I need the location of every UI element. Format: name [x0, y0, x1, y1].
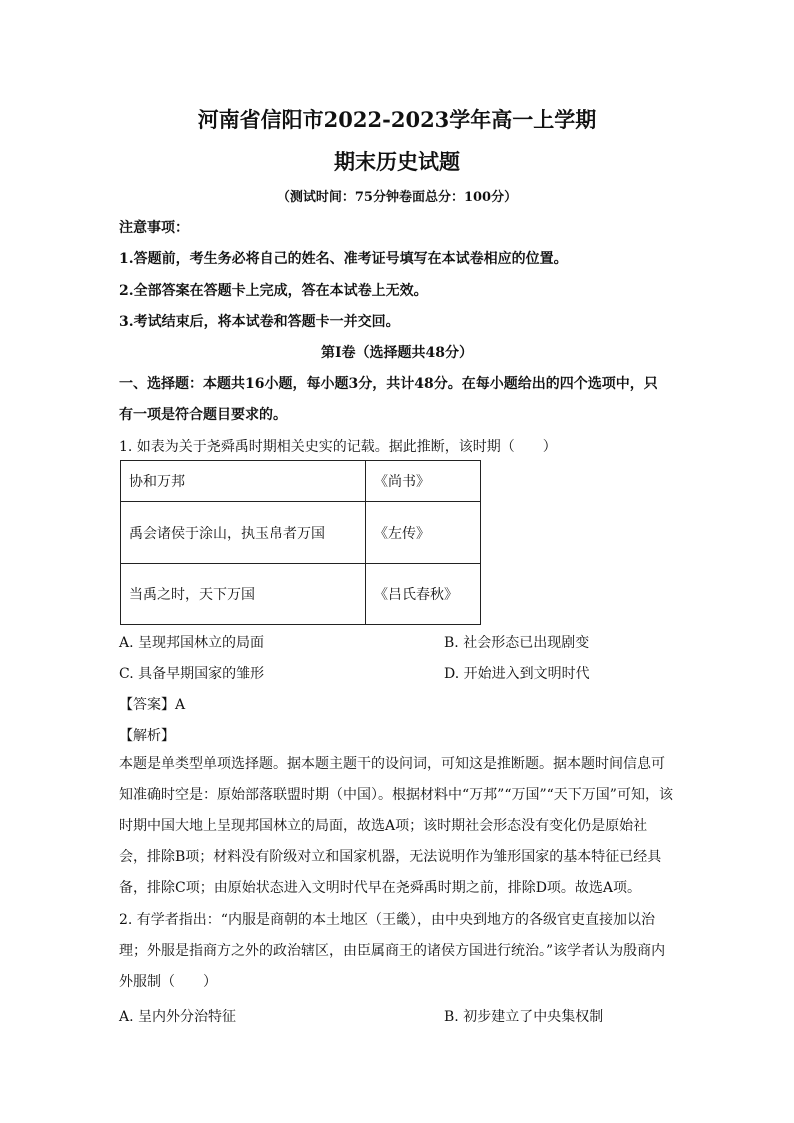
question-1-analysis: [119, 749, 677, 904]
question-2-option-a: A. 呈内外分治特征: [119, 1009, 237, 1025]
notice-item: 1.答题前，考生务必将自己的姓名、准考证号填写在本试卷相应的位置。: [119, 251, 568, 267]
analysis-line: 会，排除B项；材料没有阶级对立和国家机器，无法说明作为雏形国家的基本特征已经具: [119, 849, 662, 865]
question-1-answer: 【答案】A: [119, 697, 186, 713]
question-1-option-a: A. 呈现邦国林立的局面: [119, 635, 265, 651]
notice-item: 3.考试结束后，将本试卷和答题卡一并交回。: [119, 314, 400, 330]
stem-line: 外服制（ ）: [119, 974, 217, 990]
question-2-option-b: B. 初步建立了中央集权制: [444, 1009, 604, 1025]
question-1-option-d: D. 开始进入到文明时代: [444, 666, 590, 682]
section-instruction: 有一项是符合题目要求的。: [119, 407, 287, 423]
exam-info: （测试时间：75分钟卷面总分：100分）: [276, 190, 518, 205]
analysis-line: 知准确时空是：原始部落联盟时期（中国）。根据材料中“万邦”“万国”“天下万国”可知，该: [119, 787, 673, 803]
table-cell-source: 《左传》: [366, 502, 481, 564]
question-1-analysis-heading: 【解析】: [119, 728, 175, 744]
question-1-option-b: B. 社会形态已出现剧变: [444, 635, 590, 651]
question-2-stem: [119, 905, 677, 998]
page-title-line2: 期末历史试题: [334, 149, 460, 174]
table-cell-record: 协和万邦: [121, 461, 366, 502]
table-cell-source: 《吕氏春秋》: [366, 564, 481, 625]
question-1-table: [120, 460, 481, 625]
table-cell-record: 当禹之时，天下万国: [121, 564, 366, 625]
table-cell-record: 禹会诸侯于涂山，执玉帛者万国: [121, 502, 366, 564]
table-row: [121, 564, 481, 625]
table-cell-source: 《尚书》: [366, 461, 481, 502]
analysis-line: 备，排除C项；由原始状态进入文明时代早在尧舜禹时期之前，排除D项。故选A项。: [119, 880, 642, 896]
question-1-stem: 1. 如表为关于尧舜禹时期相关史实的记载。据此推断，该时期（ ）: [119, 439, 557, 455]
stem-line: 2. 有学者指出：“内服是商朝的本土地区（王畿），由中央到地方的各级官吏直接加以治: [119, 912, 655, 928]
stem-line: 理；外服是指商方之外的政治辖区，由臣属商王的诸侯方国进行统治。”该学者认为殷商内: [119, 943, 666, 959]
question-1-option-c: C. 具备早期国家的雏形: [119, 666, 265, 682]
notice-heading: 注意事项：: [119, 220, 189, 236]
table-row: [121, 502, 481, 564]
page-title-line1: 河南省信阳市2022-2023学年高一上学期: [197, 107, 597, 132]
section-instruction: 一、选择题：本题共16小题，每小题3分，共计48分。在每小题给出的四个选项中，只: [119, 376, 658, 392]
table-row: [121, 461, 481, 502]
analysis-line: 本题是单类型单项选择题。据本题主题干的设问词，可知这是推断题。据本题时间信息可: [119, 756, 665, 772]
analysis-line: 时期中国大地上呈现邦国林立的局面，故选A项；该时期社会形态没有变化仍是原始社: [119, 818, 648, 834]
section-heading: 第I卷（选择题共48分）: [320, 345, 474, 361]
notice-item: 2.全部答案在答题卡上完成，答在本试卷上无效。: [119, 283, 428, 299]
